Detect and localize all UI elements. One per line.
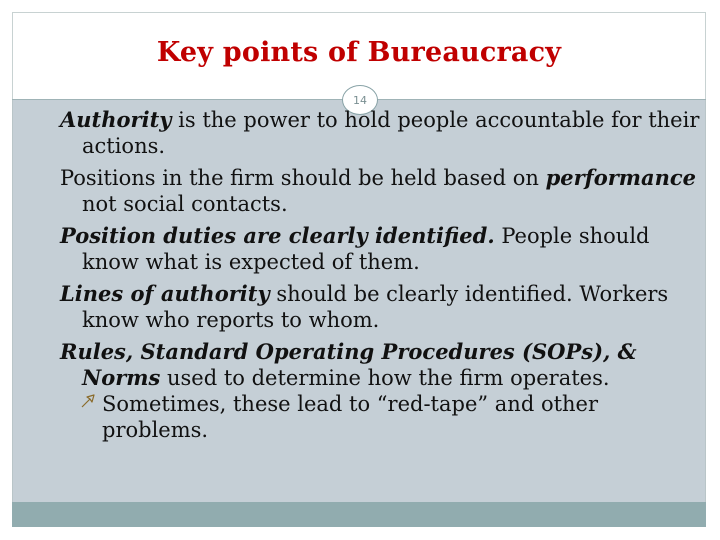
bullet-item bbox=[60, 165, 710, 217]
bullet-emphasis: Lines of authority bbox=[60, 281, 270, 306]
bullet-text: should be clearly identified. Workers know who reports to whom. bbox=[82, 282, 669, 332]
bullet-text: used to determine how the firm operates. bbox=[160, 366, 610, 390]
hollow-arrow-icon bbox=[80, 391, 96, 417]
bullet-text: is the power to hold people accountable for their actions. bbox=[82, 108, 700, 158]
page-number: 14 bbox=[353, 93, 367, 107]
bullet-item bbox=[60, 339, 710, 391]
bullet-emphasis: Authority bbox=[60, 107, 172, 132]
bullet-lead: Positions in the firm should be held based on bbox=[60, 166, 546, 190]
bullet-emphasis: Position duties are clearly identified. bbox=[60, 223, 495, 248]
bullet-emphasis: Rules, Standard Operating Procedures (SOPs), & Norms bbox=[60, 339, 637, 390]
sub-bullet-text: Sometimes, these lead to “red-tape” and other problems. bbox=[102, 392, 599, 442]
bullet-emphasis: performance bbox=[545, 165, 697, 190]
sub-bullet-item bbox=[60, 391, 710, 443]
bullet-item bbox=[60, 107, 710, 159]
bullet-item bbox=[60, 223, 710, 275]
bullet-item bbox=[60, 281, 710, 333]
footer-bar bbox=[12, 502, 706, 527]
bullet-text: not social contacts. bbox=[82, 192, 288, 216]
bullet-list bbox=[60, 107, 710, 443]
slide-title: Key points of Bureaucracy bbox=[156, 37, 562, 68]
bullet-text: People should know what is expected of them. bbox=[82, 224, 650, 274]
